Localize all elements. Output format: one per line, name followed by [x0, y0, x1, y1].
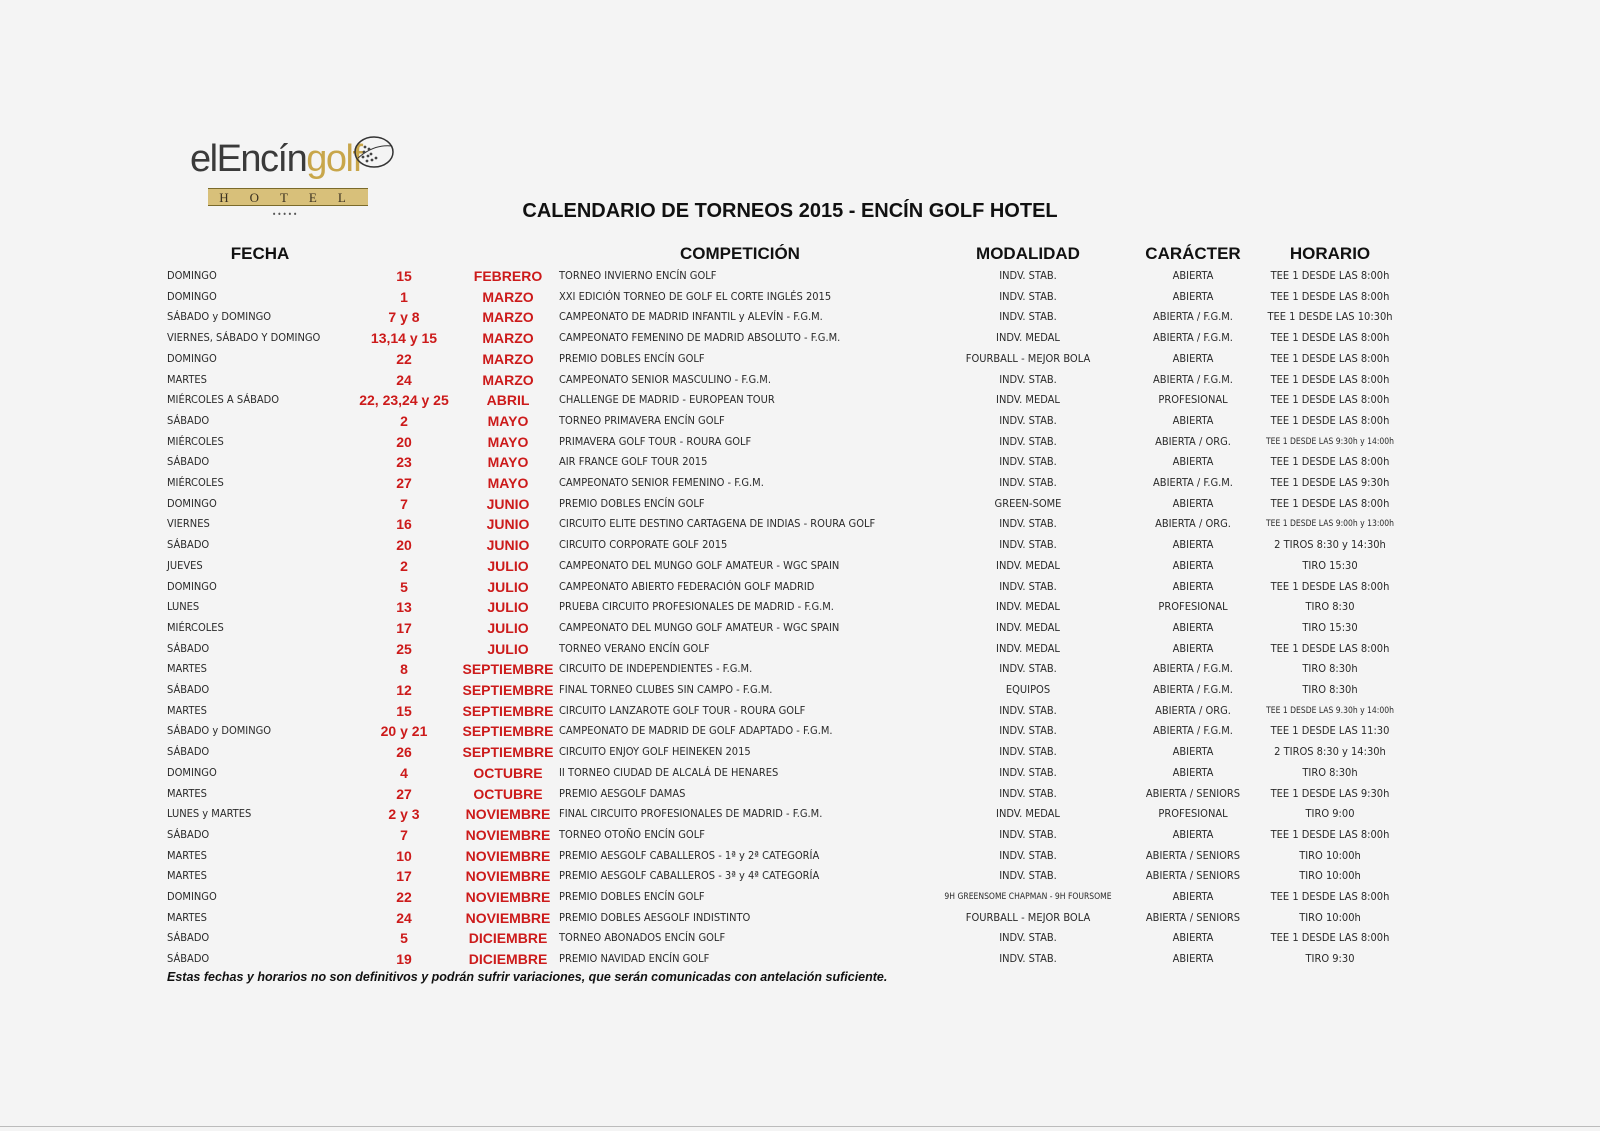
- row-schedule: TEE 1 DESDE LAS 8:00h: [1270, 372, 1390, 386]
- row-competition: PRUEBA CIRCUITO PROFESIONALES DE MADRID - F.G.M.: [559, 600, 834, 614]
- row-modality: INDV. STAB.: [999, 869, 1057, 883]
- row-date-number: 17: [396, 619, 412, 636]
- row-month: MAYO: [487, 454, 529, 471]
- row-competition: CAMPEONATO SENIOR FEMENINO - F.G.M.: [559, 476, 764, 489]
- row-schedule: TIRO 9:00: [1305, 807, 1355, 821]
- row-date-number: 10: [396, 847, 412, 864]
- golf-ball-icon: [352, 134, 396, 170]
- table-row: [0, 370, 1600, 391]
- table-row: [0, 494, 1600, 515]
- row-competition: CIRCUITO CORPORATE GOLF 2015: [559, 538, 728, 552]
- row-day: DOMINGO: [167, 579, 217, 593]
- row-character: ABIERTA: [1172, 641, 1214, 655]
- row-competition: AIR FRANCE GOLF TOUR 2015: [559, 455, 708, 469]
- row-day: DOMINGO: [167, 890, 217, 903]
- row-date-number: 22: [396, 889, 412, 905]
- row-character: ABIERTA: [1172, 827, 1214, 841]
- row-competition: PREMIO NAVIDAD ENCÍN GOLF: [559, 952, 710, 966]
- row-competition: CAMPEONATO DE MADRID INFANTIL y ALEVÍN - F.G.M.: [559, 310, 823, 324]
- row-day: MARTES: [167, 662, 207, 676]
- row-character: ABIERTA / SENIORS: [1145, 869, 1241, 883]
- row-modality: INDV. MEDAL: [996, 331, 1060, 345]
- row-competition: FINAL TORNEO CLUBES SIN CAMPO - F.G.M.: [559, 683, 773, 696]
- row-date-number: 5: [400, 930, 408, 947]
- row-character: ABIERTA / SENIORS: [1145, 786, 1241, 800]
- row-day: SÁBADO: [167, 683, 210, 696]
- row-modality: INDV. STAB.: [999, 434, 1057, 448]
- table-row: [0, 597, 1600, 618]
- row-date-number: 20: [396, 433, 412, 450]
- row-modality: INDV. MEDAL: [996, 807, 1060, 821]
- row-month: MARZO: [482, 350, 534, 367]
- row-date-number: 24: [396, 909, 412, 926]
- table-row: [0, 411, 1600, 432]
- row-day: MIÉRCOLES: [167, 476, 224, 489]
- row-competition: CIRCUITO DE INDEPENDIENTES - F.G.M.: [559, 662, 753, 676]
- row-month: NOVIEMBRE: [465, 909, 551, 926]
- table-row: [0, 721, 1600, 742]
- row-character: ABIERTA: [1172, 558, 1214, 572]
- row-month: SEPTIEMBRE: [462, 682, 554, 698]
- row-modality: INDV. STAB.: [999, 310, 1057, 324]
- table-row: [0, 784, 1600, 805]
- row-modality: INDV. STAB.: [999, 538, 1057, 552]
- row-schedule: TEE 1 DESDE LAS 8:00h: [1270, 413, 1390, 427]
- row-day: LUNES: [167, 600, 200, 614]
- header-fecha: FECHA: [230, 244, 290, 263]
- row-month: JULIO: [487, 578, 529, 595]
- row-date-number: 7: [400, 495, 408, 512]
- row-character: ABIERTA / SENIORS: [1145, 910, 1241, 924]
- row-date-number: 27: [396, 785, 412, 802]
- row-modality: INDV. STAB.: [999, 579, 1057, 593]
- row-modality: INDV. STAB.: [999, 372, 1057, 386]
- row-character: ABIERTA / F.G.M.: [1153, 724, 1233, 738]
- row-character: ABIERTA / F.G.M.: [1153, 310, 1233, 324]
- row-competition: PREMIO DOBLES AESGOLF INDISTINTO: [559, 910, 751, 924]
- row-date-number: 16: [396, 516, 412, 533]
- row-character: ABIERTA: [1172, 890, 1214, 903]
- row-month: MARZO: [482, 288, 534, 305]
- row-date-number: 2: [400, 557, 408, 574]
- row-month: JULIO: [487, 557, 529, 574]
- row-month: JUNIO: [486, 516, 530, 533]
- row-modality: INDV. STAB.: [999, 848, 1057, 862]
- row-modality: GREEN-SOME: [994, 496, 1062, 510]
- row-day: SÁBADO: [167, 641, 210, 655]
- row-day: MARTES: [167, 869, 207, 883]
- row-character: ABIERTA: [1172, 579, 1214, 593]
- row-day: SÁBADO: [167, 952, 210, 966]
- row-character: ABIERTA / F.G.M.: [1153, 476, 1233, 489]
- row-character: ABIERTA / F.G.M.: [1153, 662, 1233, 676]
- row-day: MIÉRCOLES: [167, 434, 224, 448]
- row-schedule: TIRO 9:30: [1305, 952, 1355, 966]
- row-character: ABIERTA: [1172, 538, 1214, 552]
- row-month: SEPTIEMBRE: [462, 661, 554, 678]
- row-day: SÁBADO: [167, 931, 210, 945]
- row-competition: TORNEO ABONADOS ENCÍN GOLF: [559, 931, 726, 945]
- row-day: SÁBADO y DOMINGO: [167, 310, 272, 324]
- table-row: [0, 742, 1600, 763]
- row-date-number: 2: [400, 412, 408, 429]
- table-row: [0, 846, 1600, 867]
- row-schedule: TIRO 10:00h: [1299, 869, 1361, 883]
- row-day: SÁBADO: [167, 538, 210, 552]
- table-row: [0, 949, 1600, 970]
- row-month: ABRIL: [486, 392, 530, 409]
- row-modality: INDV. STAB.: [999, 765, 1057, 779]
- row-date-number: 24: [396, 371, 412, 388]
- table-row: [0, 266, 1600, 287]
- row-month: NOVIEMBRE: [465, 826, 551, 843]
- logo-hotel-band: HOTEL: [208, 188, 368, 206]
- row-day: MARTES: [167, 910, 207, 924]
- row-day: DOMINGO: [167, 765, 217, 779]
- row-month: JUNIO: [486, 495, 530, 512]
- row-competition: TORNEO OTOÑO ENCÍN GOLF: [559, 827, 705, 841]
- row-competition: PREMIO AESGOLF DAMAS: [559, 786, 686, 800]
- row-schedule: TIRO 8:30h: [1302, 683, 1358, 696]
- row-modality: INDV. STAB.: [999, 269, 1057, 282]
- row-modality: INDV. STAB.: [999, 703, 1057, 717]
- row-schedule: TEE 1 DESDE LAS 8:00h: [1270, 269, 1390, 282]
- row-modality: FOURBALL - MEJOR BOLA: [965, 910, 1091, 924]
- page-title: CALENDARIO DE TORNEOS 2015 - ENCÍN GOLF HOTEL: [522, 200, 1058, 222]
- row-day: DOMINGO: [167, 351, 217, 365]
- table-row: [0, 432, 1600, 453]
- row-day: LUNES y MARTES: [167, 807, 252, 821]
- row-competition: PREMIO DOBLES ENCÍN GOLF: [559, 351, 705, 365]
- row-schedule: TIRO 10:00h: [1299, 848, 1361, 862]
- row-schedule: TIRO 8:30: [1305, 600, 1355, 614]
- row-modality: 9H GREENSOME CHAPMAN - 9H FOURSOME: [944, 892, 1112, 902]
- row-modality: INDV. MEDAL: [996, 393, 1060, 407]
- row-modality: INDV. STAB.: [999, 476, 1057, 489]
- row-character: ABIERTA: [1172, 952, 1214, 966]
- row-competition: CAMPEONATO DE MADRID DE GOLF ADAPTADO - F.G.M.: [559, 724, 833, 738]
- row-modality: INDV. MEDAL: [996, 558, 1060, 572]
- row-modality: INDV. STAB.: [999, 827, 1057, 841]
- row-date-number: 13,14 y 15: [370, 330, 438, 347]
- row-competition: TORNEO INVIERNO ENCÍN GOLF: [559, 269, 717, 282]
- row-date-number: 22, 23,24 y 25: [359, 392, 449, 409]
- row-competition: PRIMAVERA GOLF TOUR - ROURA GOLF: [559, 434, 752, 448]
- row-competition: PREMIO DOBLES ENCÍN GOLF: [559, 496, 705, 510]
- table-row: [0, 618, 1600, 639]
- row-character: ABIERTA: [1172, 765, 1214, 779]
- row-day: JUEVES: [167, 558, 203, 572]
- row-date-number: 4: [400, 764, 408, 781]
- row-character: ABIERTA / ORG.: [1155, 434, 1231, 448]
- table-row: [0, 701, 1600, 722]
- row-character: ABIERTA / F.G.M.: [1153, 683, 1233, 696]
- row-character: ABIERTA: [1172, 413, 1214, 427]
- table-row: [0, 514, 1600, 535]
- row-character: PROFESIONAL: [1158, 807, 1228, 821]
- row-schedule: TEE 1 DESDE LAS 9.30h y 14:00h: [1266, 705, 1394, 716]
- row-day: MARTES: [167, 786, 207, 800]
- row-date-number: 7 y 8: [388, 309, 420, 326]
- row-day: MIÉRCOLES A SÁBADO: [167, 393, 280, 407]
- table-row: [0, 349, 1600, 370]
- row-month: JUNIO: [486, 537, 530, 554]
- row-modality: INDV. STAB.: [999, 413, 1057, 427]
- table-row: [0, 535, 1600, 556]
- row-character: ABIERTA: [1172, 931, 1214, 945]
- row-month: SEPTIEMBRE: [462, 744, 554, 761]
- row-day: SÁBADO y DOMINGO: [167, 724, 272, 738]
- row-schedule: TIRO 10:00h: [1299, 910, 1361, 924]
- table-row: [0, 307, 1600, 328]
- row-competition: CIRCUITO ENJOY GOLF HEINEKEN 2015: [559, 745, 751, 759]
- row-schedule: TEE 1 DESDE LAS 9:30h y 14:00h: [1265, 436, 1395, 447]
- table-row: [0, 804, 1600, 825]
- table-row: [0, 287, 1600, 308]
- row-schedule: TEE 1 DESDE LAS 8:00h: [1270, 393, 1390, 407]
- row-character: ABIERTA / ORG.: [1155, 703, 1231, 717]
- row-date-number: 8: [400, 661, 408, 678]
- row-month: MAYO: [487, 433, 529, 450]
- row-schedule: TIRO 15:30: [1302, 620, 1358, 634]
- table-row: [0, 866, 1600, 887]
- row-schedule: 2 TIROS 8:30 y 14:30h: [1274, 538, 1386, 552]
- row-schedule: TEE 1 DESDE LAS 8:00h: [1270, 351, 1390, 365]
- table-row: [0, 556, 1600, 577]
- row-schedule: TEE 1 DESDE LAS 8:00h: [1270, 496, 1390, 510]
- row-character: ABIERTA / F.G.M.: [1153, 372, 1233, 386]
- row-schedule: TEE 1 DESDE LAS 8:00h: [1270, 331, 1390, 345]
- logo-stars: •••••: [272, 210, 299, 219]
- row-date-number: 19: [396, 951, 412, 968]
- row-day: MIÉRCOLES: [167, 620, 224, 634]
- row-competition: CHALLENGE DE MADRID - EUROPEAN TOUR: [559, 393, 775, 407]
- row-date-number: 15: [396, 702, 412, 719]
- row-schedule: TEE 1 DESDE LAS 10:30h: [1267, 310, 1393, 324]
- row-competition: CAMPEONATO FEMENINO DE MADRID ABSOLUTO - F.G.M.: [559, 331, 841, 345]
- row-month: NOVIEMBRE: [465, 889, 551, 905]
- row-schedule: TIRO 15:30: [1302, 558, 1358, 572]
- row-month: OCTUBRE: [473, 764, 543, 781]
- row-modality: INDV. MEDAL: [996, 600, 1060, 614]
- row-month: DICIEMBRE: [468, 930, 548, 947]
- table-row: [0, 825, 1600, 846]
- row-competition: CAMPEONATO SENIOR MASCULINO - F.G.M.: [559, 372, 771, 386]
- row-day: DOMINGO: [167, 496, 217, 510]
- row-day: SÁBADO: [167, 413, 210, 427]
- row-modality: EQUIPOS: [1005, 683, 1051, 696]
- row-modality: INDV. STAB.: [999, 786, 1057, 800]
- row-character: ABIERTA: [1172, 455, 1214, 469]
- row-date-number: 2 y 3: [388, 806, 420, 823]
- row-modality: INDV. STAB.: [999, 745, 1057, 759]
- row-month: JULIO: [487, 640, 529, 657]
- row-schedule: TEE 1 DESDE LAS 8:00h: [1270, 827, 1390, 841]
- row-day: VIERNES, SÁBADO Y DOMINGO: [167, 331, 321, 345]
- row-month: NOVIEMBRE: [465, 868, 551, 885]
- row-schedule: TEE 1 DESDE LAS 8:00h: [1270, 289, 1390, 303]
- row-competition: TORNEO PRIMAVERA ENCÍN GOLF: [559, 413, 725, 427]
- table-row: [0, 763, 1600, 784]
- row-modality: INDV. MEDAL: [996, 620, 1060, 634]
- row-competition: PREMIO DOBLES ENCÍN GOLF: [559, 890, 705, 903]
- row-month: SEPTIEMBRE: [462, 702, 554, 719]
- row-modality: INDV. STAB.: [999, 517, 1057, 531]
- row-schedule: TEE 1 DESDE LAS 8:00h: [1270, 455, 1390, 469]
- table-row: [0, 577, 1600, 598]
- row-month: MARZO: [482, 330, 534, 347]
- row-day: MARTES: [167, 372, 207, 386]
- row-modality: INDV. STAB.: [999, 289, 1057, 303]
- row-competition: CAMPEONATO DEL MUNGO GOLF AMATEUR - WGC SPAIN: [559, 620, 840, 634]
- row-day: SÁBADO: [167, 455, 210, 469]
- row-month: MARZO: [482, 371, 534, 388]
- table-row: [0, 908, 1600, 929]
- row-modality: INDV. STAB.: [999, 931, 1057, 945]
- row-schedule: TEE 1 DESDE LAS 9:30h: [1270, 476, 1390, 489]
- row-month: NOVIEMBRE: [465, 847, 551, 864]
- row-month: OCTUBRE: [473, 785, 543, 802]
- disclaimer-note: Estas fechas y horarios no son definitivos y podrán sufrir variaciones, que serán comunicadas con antelación suficiente.: [167, 970, 888, 984]
- row-competition: PREMIO AESGOLF CABALLEROS - 3ª y 4ª CATEGORÍA: [559, 869, 820, 883]
- table-row: [0, 473, 1600, 494]
- table-row: [0, 659, 1600, 680]
- row-character: ABIERTA / ORG.: [1155, 517, 1231, 531]
- row-modality: INDV. STAB.: [999, 952, 1057, 966]
- row-date-number: 7: [400, 826, 408, 843]
- row-character: PROFESIONAL: [1158, 600, 1228, 614]
- row-day: DOMINGO: [167, 269, 217, 282]
- row-day: SÁBADO: [167, 745, 210, 759]
- row-date-number: 5: [400, 578, 408, 595]
- row-schedule: TEE 1 DESDE LAS 11:30: [1270, 724, 1390, 738]
- row-date-number: 13: [396, 599, 412, 616]
- row-competition: CAMPEONATO ABIERTO FEDERACIÓN GOLF MADRID: [559, 579, 815, 593]
- row-competition: TORNEO VERANO ENCÍN GOLF: [559, 641, 710, 655]
- table-row: [0, 452, 1600, 473]
- row-month: JULIO: [487, 619, 529, 636]
- row-character: ABIERTA: [1172, 496, 1214, 510]
- row-schedule: TEE 1 DESDE LAS 8:00h: [1270, 579, 1390, 593]
- table-row: [0, 928, 1600, 949]
- row-modality: INDV. STAB.: [999, 724, 1057, 738]
- row-month: JULIO: [487, 599, 529, 616]
- row-day: SÁBADO: [167, 827, 210, 841]
- row-date-number: 20 y 21: [380, 723, 428, 740]
- header-modalidad: MODALIDAD: [976, 244, 1080, 263]
- row-date-number: 15: [396, 268, 412, 284]
- row-modality: INDV. STAB.: [999, 662, 1057, 676]
- row-month: MAYO: [487, 475, 529, 491]
- row-character: ABIERTA: [1172, 745, 1214, 759]
- row-schedule: TEE 1 DESDE LAS 8:00h: [1270, 890, 1390, 903]
- row-character: ABIERTA: [1172, 289, 1214, 303]
- row-competition: CIRCUITO ELITE DESTINO CARTAGENA DE INDIAS - ROURA GOLF: [559, 517, 876, 531]
- row-character: PROFESIONAL: [1158, 393, 1228, 407]
- row-date-number: 20: [396, 537, 412, 554]
- table-row: [0, 639, 1600, 660]
- row-date-number: 1: [400, 288, 408, 305]
- row-month: MARZO: [482, 309, 534, 326]
- logo-wordmark: elEncíngolf: [190, 138, 362, 180]
- row-character: ABIERTA: [1172, 620, 1214, 634]
- row-month: SEPTIEMBRE: [462, 723, 554, 740]
- row-modality: INDV. MEDAL: [996, 641, 1060, 655]
- row-schedule: TEE 1 DESDE LAS 9:00h y 13:00h: [1265, 519, 1395, 530]
- header-competicion: COMPETICIÓN: [680, 244, 800, 263]
- row-date-number: 22: [396, 350, 412, 367]
- row-date-number: 25: [396, 640, 412, 657]
- row-month: NOVIEMBRE: [465, 806, 551, 823]
- row-day: MARTES: [167, 848, 207, 862]
- table-row: [0, 390, 1600, 411]
- row-competition: II TORNEO CIUDAD DE ALCALÁ DE HENARES: [559, 765, 779, 779]
- table-row: [0, 887, 1600, 908]
- row-character: ABIERTA / F.G.M.: [1153, 331, 1233, 345]
- row-month: DICIEMBRE: [468, 951, 548, 968]
- row-month: FEBRERO: [473, 268, 543, 284]
- row-competition: XXI EDICIÓN TORNEO DE GOLF EL CORTE INGLÉS 2015: [559, 289, 832, 303]
- row-day: DOMINGO: [167, 289, 217, 303]
- row-competition: CAMPEONATO DEL MUNGO GOLF AMATEUR - WGC SPAIN: [559, 558, 840, 572]
- header-horario: HORARIO: [1289, 244, 1371, 263]
- row-schedule: TEE 1 DESDE LAS 8:00h: [1270, 931, 1390, 945]
- row-schedule: 2 TIROS 8:30 y 14:30h: [1274, 745, 1386, 759]
- row-modality: INDV. STAB.: [999, 455, 1057, 469]
- row-character: ABIERTA / SENIORS: [1145, 848, 1241, 862]
- table-row: [0, 680, 1600, 701]
- row-date-number: 26: [396, 744, 412, 761]
- row-character: ABIERTA: [1172, 269, 1214, 282]
- row-date-number: 23: [396, 454, 412, 471]
- row-character: ABIERTA: [1172, 351, 1214, 365]
- header-caracter: CARÁCTER: [1145, 244, 1241, 263]
- page-bottom-divider: [0, 1126, 1600, 1127]
- row-competition: CIRCUITO LANZAROTE GOLF TOUR - ROURA GOLF: [559, 703, 806, 717]
- row-date-number: 17: [396, 868, 412, 885]
- row-competition: FINAL CIRCUITO PROFESIONALES DE MADRID - F.G.M.: [559, 807, 823, 821]
- row-schedule: TEE 1 DESDE LAS 9:30h: [1270, 786, 1390, 800]
- row-date-number: 27: [396, 475, 412, 491]
- row-date-number: 12: [396, 682, 412, 698]
- table-row: [0, 328, 1600, 349]
- row-day: VIERNES: [167, 517, 210, 531]
- row-schedule: TIRO 8:30h: [1302, 662, 1358, 676]
- row-competition: PREMIO AESGOLF CABALLEROS - 1ª y 2ª CATEGORÍA: [559, 848, 820, 862]
- row-month: MAYO: [487, 412, 529, 429]
- row-schedule: TIRO 8:30h: [1302, 765, 1358, 779]
- row-schedule: TEE 1 DESDE LAS 8:00h: [1270, 641, 1390, 655]
- row-modality: FOURBALL - MEJOR BOLA: [965, 351, 1091, 365]
- row-day: MARTES: [167, 703, 207, 717]
